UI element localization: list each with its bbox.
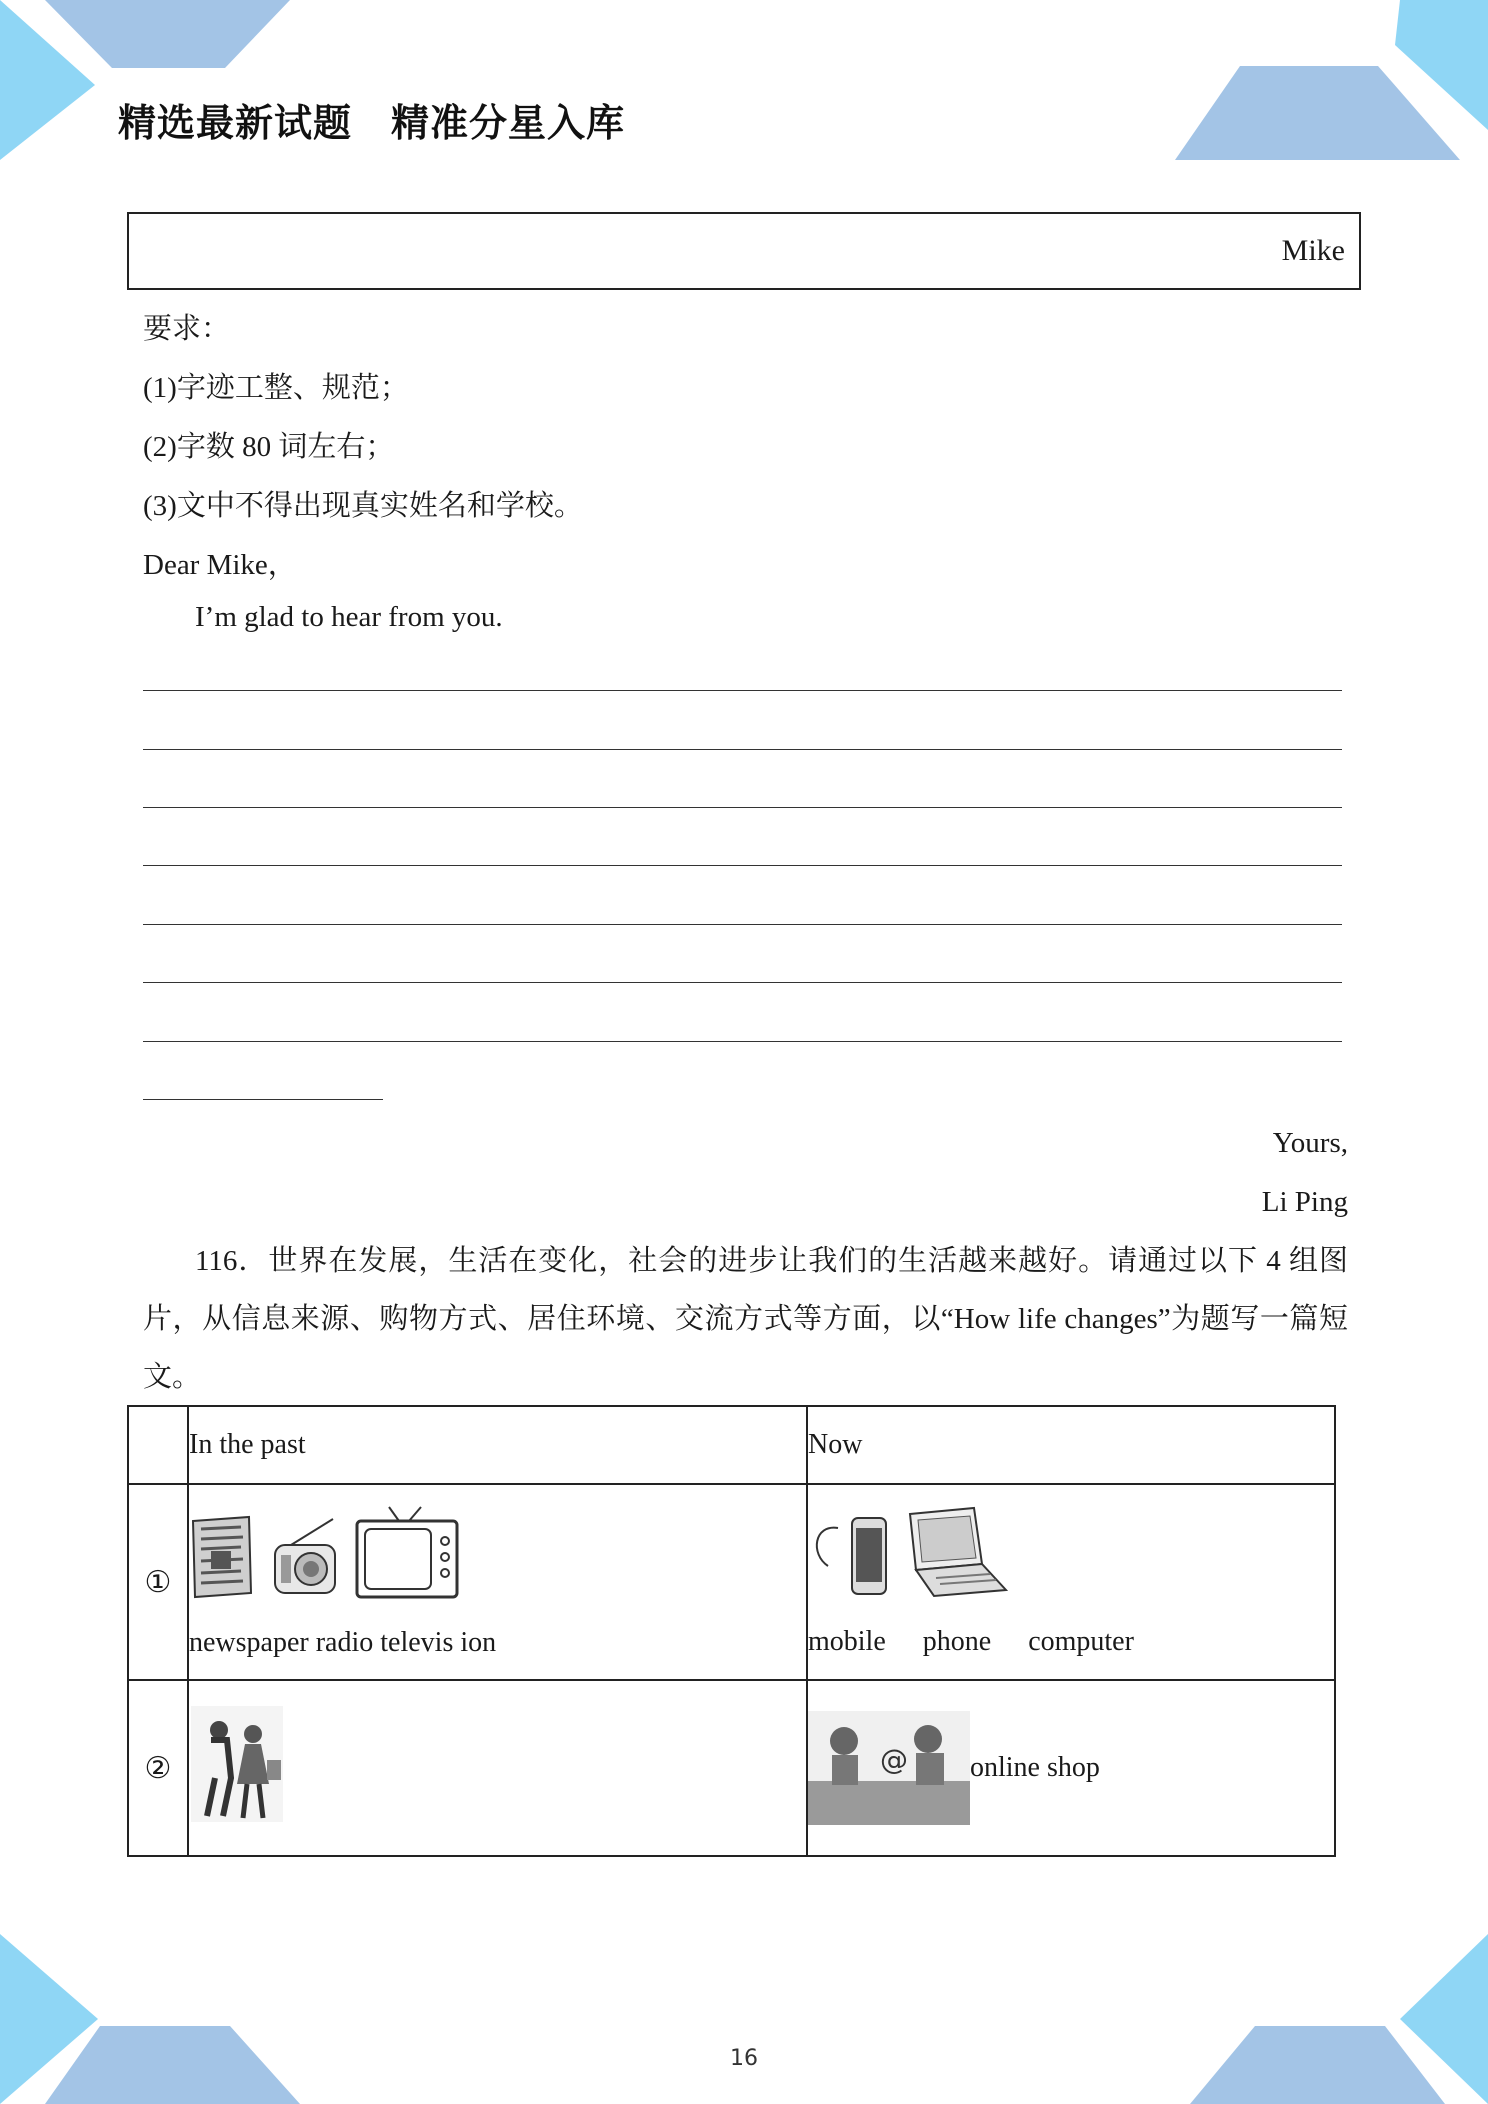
page-title: 精选最新试题 精准分星入库 — [118, 101, 626, 145]
laptop-computer-icon — [904, 1506, 1008, 1598]
table-cell-now — [807, 1680, 1335, 1856]
requirements-heading: 要求： — [143, 313, 231, 345]
table-header-cell: Now — [807, 1406, 1335, 1484]
letter-box-signature: Mike — [1281, 234, 1345, 267]
page-number: 16 — [730, 2046, 758, 2071]
letter-greeting: Dear Mike， — [143, 549, 297, 581]
letter-opening: I’m glad to hear from you. — [195, 601, 503, 633]
answer-line[interactable] — [143, 924, 1342, 925]
svg-text:@: @ — [880, 1743, 908, 1776]
answer-line[interactable] — [143, 1041, 1342, 1042]
table-row — [128, 1680, 1335, 1856]
requirement-item: (1)字迹工整、规范； — [143, 372, 409, 404]
answer-line[interactable] — [143, 865, 1342, 866]
table-cell-past — [188, 1680, 807, 1856]
table-cell-past — [188, 1484, 807, 1680]
now-items-text: online shop — [970, 1752, 1100, 1783]
television-icon — [355, 1505, 459, 1599]
table-cell-now — [807, 1484, 1335, 1680]
answer-line[interactable] — [143, 690, 1342, 691]
letter-signer: Li Ping — [1261, 1186, 1348, 1218]
letter-box — [127, 212, 1361, 290]
table-header-cell: In the past — [188, 1406, 807, 1484]
shopping-people-icon — [189, 1704, 285, 1824]
question-116: 116．世界在发展，生活在变化，社会的进步让我们的生活越来越好。请通过以下 4 组图片，从信息来源、购物方式、居住环境、交流方式等方面，以“How life changes”为题写一篇短文。 — [143, 1245, 1348, 1393]
now-items-text: mobile phone computer — [808, 1626, 1134, 1657]
requirement-item: (2)字数 80 词左右； — [143, 431, 395, 463]
letter-closing: Yours, — [1272, 1127, 1348, 1159]
row-number: ② — [128, 1680, 188, 1856]
radio-icon — [269, 1517, 341, 1599]
table-row — [128, 1484, 1335, 1680]
answer-line[interactable] — [143, 1099, 383, 1100]
past-items-text: newspaper radio televis ion — [189, 1627, 497, 1658]
row-number: ① — [128, 1484, 188, 1680]
mobile-phone-icon — [808, 1514, 890, 1598]
comparison-table — [127, 1405, 1336, 1857]
answer-line[interactable] — [143, 982, 1342, 983]
online-shop-icon — [808, 1711, 970, 1825]
table-header-cell — [128, 1406, 188, 1484]
requirement-item: (3)文中不得出现真实姓名和学校。 — [143, 490, 583, 522]
answer-line[interactable] — [143, 807, 1342, 808]
newspaper-icon — [189, 1515, 255, 1599]
corner-decoration-bottom — [0, 1934, 1488, 2104]
table-header-row — [128, 1406, 1335, 1484]
answer-line[interactable] — [143, 749, 1342, 750]
